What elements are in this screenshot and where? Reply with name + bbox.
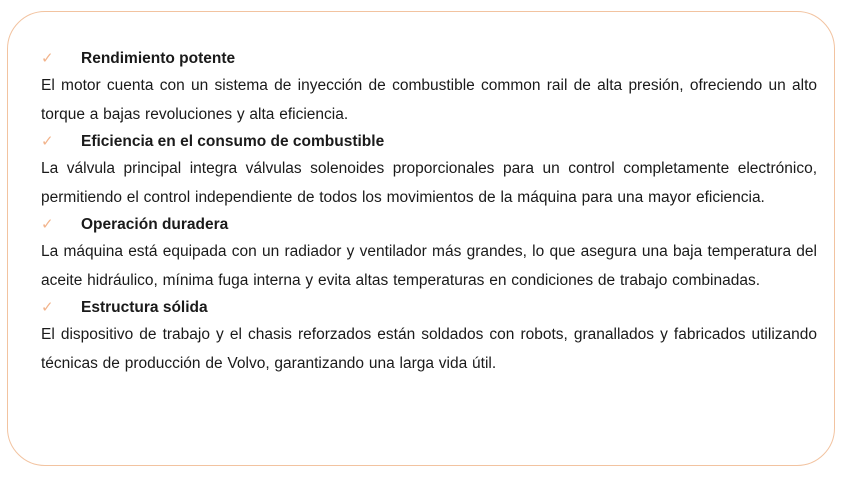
feature-heading bbox=[41, 46, 817, 71]
feature-card bbox=[7, 11, 835, 466]
checkmark-icon: ✓ bbox=[41, 215, 54, 233]
feature-title: Eficiencia en el consumo de combustible bbox=[81, 133, 385, 150]
feature-list bbox=[41, 46, 817, 378]
feature-description: El motor cuenta con un sistema de inyección de combustible common rail de alta presión, ofreciendo un alto torque a bajas revoluciones y alta eficiencia. bbox=[41, 77, 817, 123]
checkmark-icon: ✓ bbox=[41, 298, 54, 316]
feature-heading bbox=[41, 129, 817, 154]
checkmark-icon: ✓ bbox=[41, 132, 54, 150]
feature-title: Rendimiento potente bbox=[81, 50, 236, 67]
feature-heading bbox=[41, 295, 817, 320]
feature-description: La máquina está equipada con un radiador y ventilador más grandes, lo que asegura una baja temperatura del aceite hidráulico, mínima fuga interna y evita altas temperaturas en condiciones de trabajo combinadas. bbox=[41, 243, 817, 289]
feature-title: Estructura sólida bbox=[81, 299, 208, 316]
feature-title: Operación duradera bbox=[81, 216, 229, 233]
feature-heading bbox=[41, 212, 817, 237]
feature-description: El dispositivo de trabajo y el chasis reforzados están soldados con robots, granallados y fabricados utilizando técnicas de producción de Volvo, garantizando una larga vida útil. bbox=[41, 326, 817, 372]
feature-description: La válvula principal integra válvulas solenoides proporcionales para un control completamente electrónico, permitiendo el control independiente de todos los movimientos de la máquina para una mayor eficiencia. bbox=[41, 160, 817, 206]
checkmark-icon: ✓ bbox=[41, 49, 54, 67]
